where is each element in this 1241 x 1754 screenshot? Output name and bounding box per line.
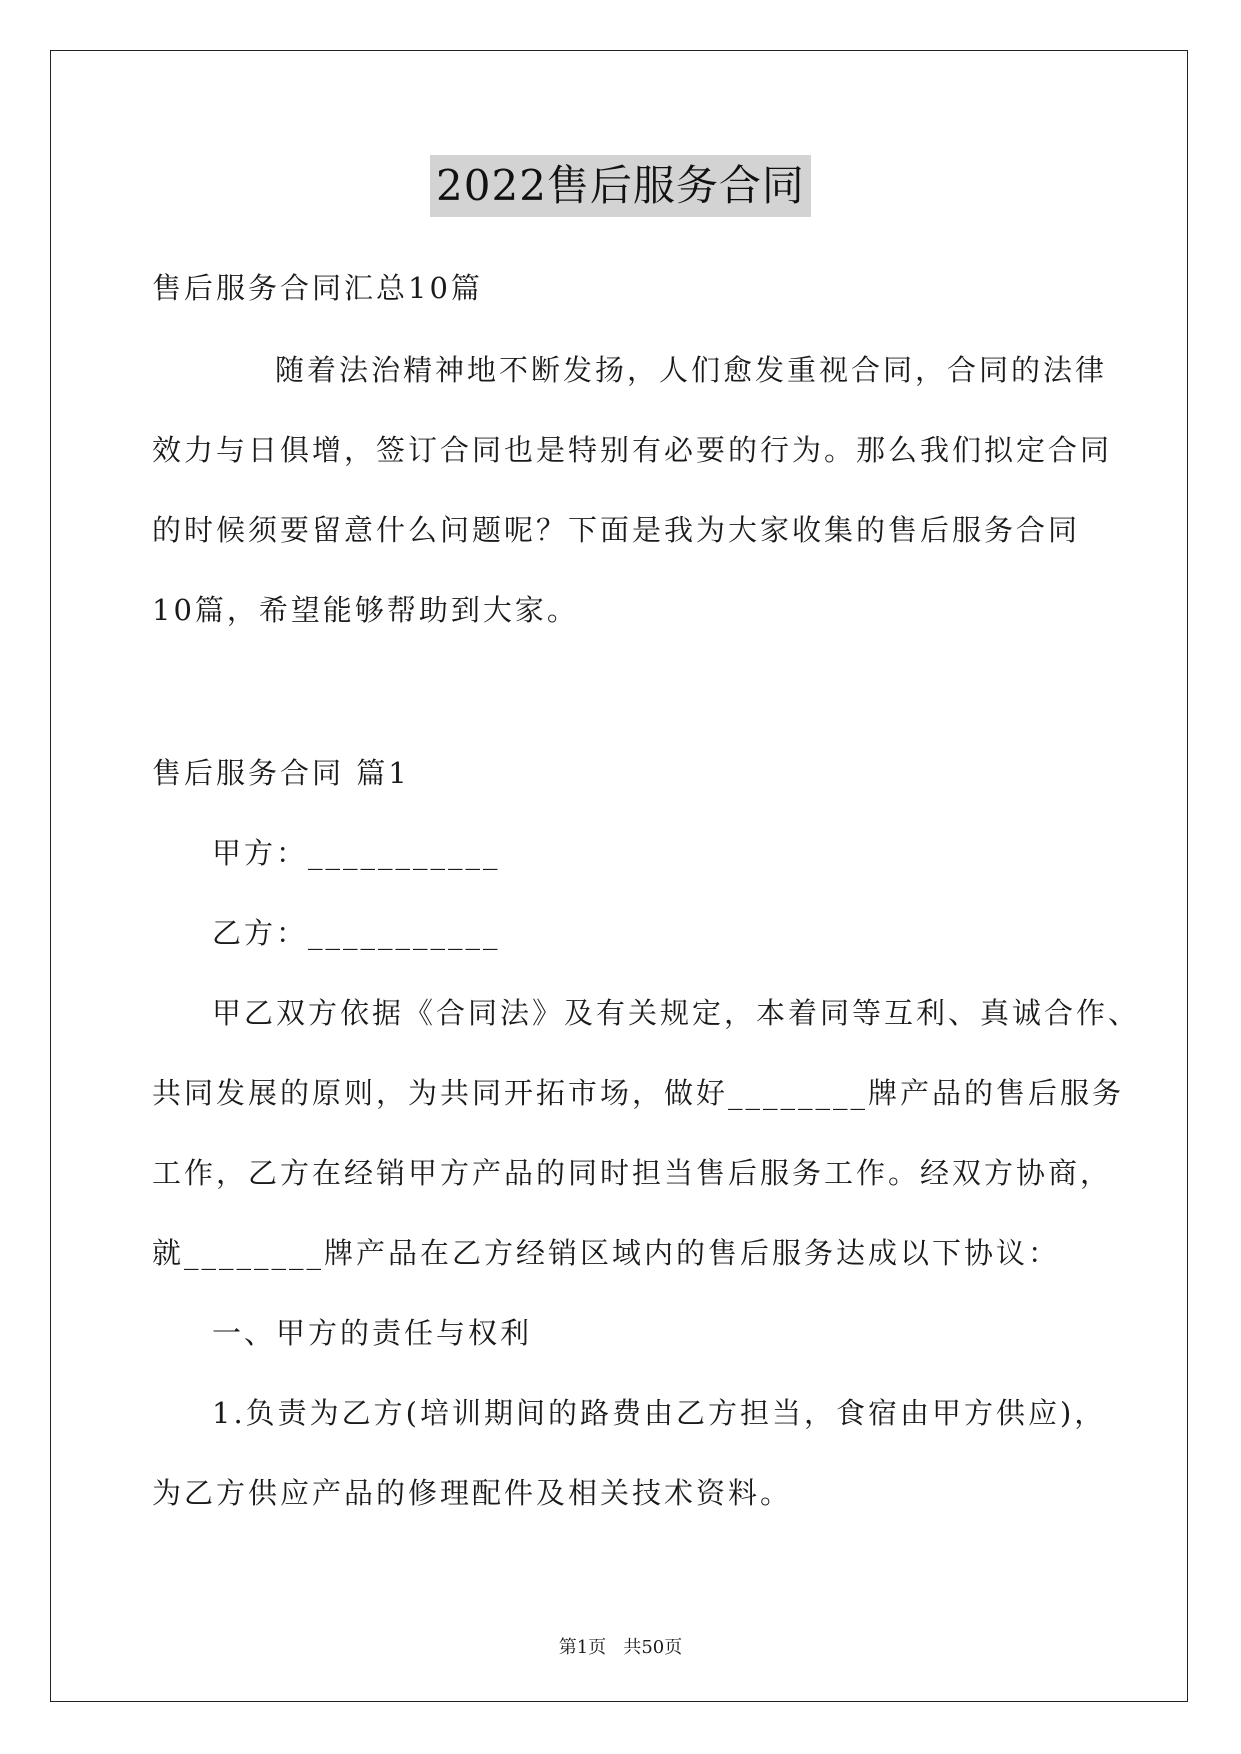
party-b-line: 乙方：___________ bbox=[212, 916, 501, 950]
clause-heading: 一、甲方的责任与权利 bbox=[212, 1316, 533, 1350]
clause-line-1: 1.负责为乙方(培训期间的路费由乙方担当，食宿由甲方供应)， bbox=[212, 1396, 1107, 1430]
body-line-1: 甲乙双方依据《合同法》及有关规定，本着同等互利、真诚合作、 bbox=[212, 996, 1141, 1030]
page-footer: 第1页 共50页 bbox=[558, 1637, 683, 1658]
document-title: 2022售后服务合同 bbox=[430, 155, 811, 217]
party-a-line: 甲方：___________ bbox=[212, 836, 501, 870]
intro-line-4: 10篇，希望能够帮助到大家。 bbox=[152, 593, 579, 627]
body-line-4: 就________牌产品在乙方经销区域内的售后服务达成以下协议： bbox=[152, 1236, 1061, 1270]
intro-line-3: 的时候须要留意什么问题呢？下面是我为大家收集的售后服务合同 bbox=[152, 513, 1081, 547]
section-heading: 售后服务合同 篇1 bbox=[152, 756, 410, 790]
title-container bbox=[0, 155, 1241, 217]
clause-line-2: 为乙方供应产品的修理配件及相关技术资料。 bbox=[152, 1476, 793, 1510]
body-line-2: 共同发展的原则，为共同开拓市场，做好________牌产品的售后服务 bbox=[152, 1076, 1125, 1110]
intro-line-2: 效力与日俱增，签订合同也是特别有必要的行为。那么我们拟定合同 bbox=[152, 433, 1113, 467]
intro-line-1: 随着法治精神地不断发扬，人们愈发重视合同，合同的法律 bbox=[275, 353, 1108, 387]
document-subtitle: 售后服务合同汇总10篇 bbox=[152, 271, 483, 305]
body-line-3: 工作，乙方在经销甲方产品的同时担当售后服务工作。经双方协商， bbox=[152, 1156, 1113, 1190]
